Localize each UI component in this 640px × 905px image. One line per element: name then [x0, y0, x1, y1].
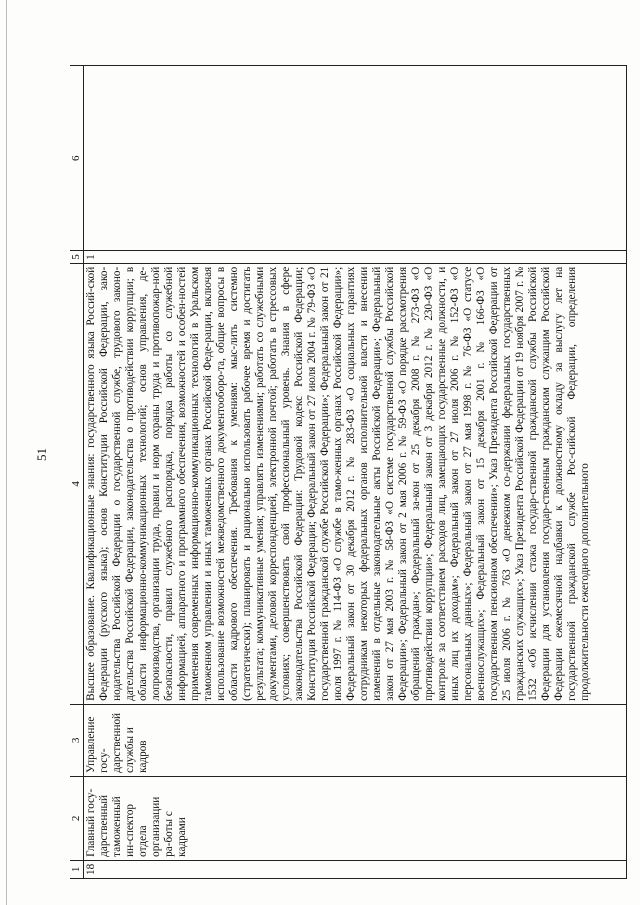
column-header-6: 6	[70, 66, 84, 251]
table-row	[84, 66, 627, 879]
column-header-5: 5	[70, 251, 84, 264]
qualification-requirements-text: Высшее образование. Квалификационные знания: государственного языка Россий-ской Федерации (русского языка); основ Конституции Российской Федерации, зако-нодательства Российской Федерации о государственной службе, трудового законо-дательства Российской Федерации, законодательства о противодействии коррупции; в области информационно-коммуникационных технологий; основ управления, де-лопроизводства, организации труда, правил и норм охраны труда и противопожар-ной безопасности, правил служебного распорядка, порядка работы со служебной информацией, аппаратного и программного обеспечения, возможностей и особен-ностей применения современных информационно-коммуникационных технологий в Уральском таможенном управлении и иных таможенных органах Российской Феде-рации, включая использование возможностей межведомственного документооборо-та, общие вопросы в области кадрового обеспечения. Требования к умениям: мыс-лить системно (стратегически); планировать и рационально использовать рабочее время и достигать результата; коммуникативные умения; управлять изменениями; работать со служебными документами, деловой корреспонденцией, электронной почтой; работать в стрессовых условиях; совершенствовать свой профессиональный уровень. Знания в сфере законодательства Российской Федерации: Трудовой кодекс Российской Федерации; Конституция Российской Федерации; Федеральный закон от 27 июля 2004 г. № 79-ФЗ «О государственной гражданской службе Российской Федерации»; Федеральный закон от 21 июля 1997 г. № 114-ФЗ «О службе в тамо-женных органах Российской Федерации»; Федеральный закон от 30 декабря 2012 г. № 283-ФЗ «О социальных гарантиях сотрудникам некоторых федеральных органов исполнительной власти и внесении изменений в отдельные законодательные акты Российской Федерации»; Федеральный закон от 27 мая 2003 г. № 58-ФЗ «О системе государственной службы Российской Федерации»; Федеральный закон от 2 мая 2006 г. № 59-ФЗ «О порядке рассмотрения обращений граждан»; Федеральный за-кон от 25 декабря 2008 г. № 273-ФЗ «О противодействии коррупции»; Федеральный закон от 3 декабря 2012 г. № 230-ФЗ «О контроле за соответствием расходов лиц, замещающих государственные должности, и иных лиц их доходам»; Федеральный закон от 27 июля 2006 г. № 152-ФЗ «О персональных данных»; Федеральный закон от 27 мая 1998 г. № 76-ФЗ «О статусе военнослужащих»; Федеральный закон от 15 декабря 2001 г. № 166-ФЗ «О государственном пенсионном обеспечении»; Указ Президента Российской Федерации от 25 июля 2006 г. № 763 «О денежном со-держании федеральных государственных гражданских служащих»; Указ Президента Российской Федерации от 19 ноября 2007 г. № 1532 «Об исчислении стажа государ-ственной гражданской службы Российской Федерации для установления государ-ственным гражданским служащим Российской Федерации ежемесячной надбавки к должностному окладу за выслугу лет на государственной гражданской службе Рос-сийской Федерации, определения продолжительности ежегодного дополнительного	[85, 266, 591, 701]
column-number-row	[70, 66, 84, 879]
column-6-value	[84, 66, 627, 251]
column-header-1: 1	[70, 860, 84, 878]
qualification-requirements	[84, 263, 627, 704]
row-number: 18	[84, 860, 627, 878]
column-header-2: 2	[70, 776, 84, 860]
position-title: Главный госу-дарственный таможенный ин-спектор отдела организации ра-боты с кадрами	[84, 776, 627, 860]
scan-artifact-line	[6, 0, 27, 905]
page-number: 51	[34, 448, 49, 461]
job-requirements-table	[70, 65, 627, 879]
column-5-value: 1	[84, 251, 627, 264]
column-header-4: 4	[70, 263, 84, 704]
column-header-3: 3	[70, 704, 84, 776]
department-name: Управление госу-дарственной службы и кадров	[84, 704, 627, 776]
